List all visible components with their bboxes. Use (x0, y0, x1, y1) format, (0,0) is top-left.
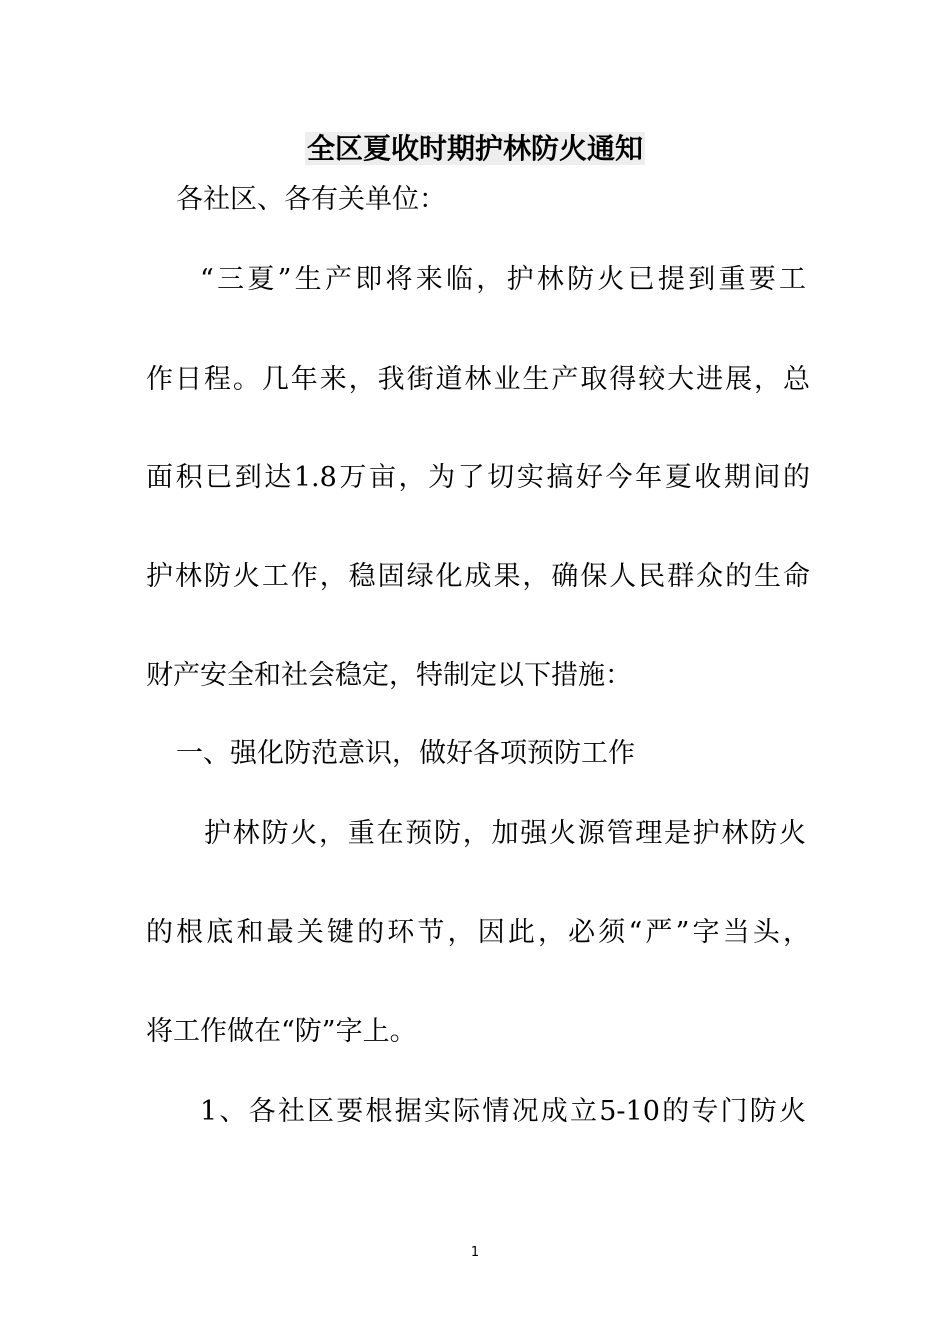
paragraph-line-6: 护林防火，重在预防，加强火源管理是护林防火 (204, 818, 806, 849)
document-title (0, 126, 950, 172)
paragraph-line-3: 面积已到达1.8万亩，为了切实搞好今年夏收期间的 (146, 462, 810, 493)
paragraph-line-2: 作日程。几年来，我街道林业生产取得较大进展，总 (146, 364, 810, 395)
salutation: 各社区、各有关单位： (176, 184, 446, 215)
paragraph-line-5: 财产安全和社会稳定，特制定以下措施： (146, 660, 632, 691)
paragraph-line-7: 的根底和最关键的环节，因此，必须“严”字当头， (146, 917, 810, 948)
list-item-1: 1、各社区要根据实际情况成立5-10的专门防火 (200, 1096, 806, 1127)
document-title-text: 全区夏收时期护林防火通知 (306, 132, 643, 165)
section-heading-1: 一、强化防范意识，做好各项预防工作 (176, 738, 635, 769)
paragraph-line-4: 护林防火工作，稳固绿化成果，确保人民群众的生命 (146, 561, 810, 592)
paragraph-line-1: “三夏”生产即将来临，护林防火已提到重要工 (200, 264, 806, 295)
page-number: 1 (470, 1245, 480, 1260)
paragraph-line-8: 将工作做在“防”字上。 (146, 1016, 417, 1047)
